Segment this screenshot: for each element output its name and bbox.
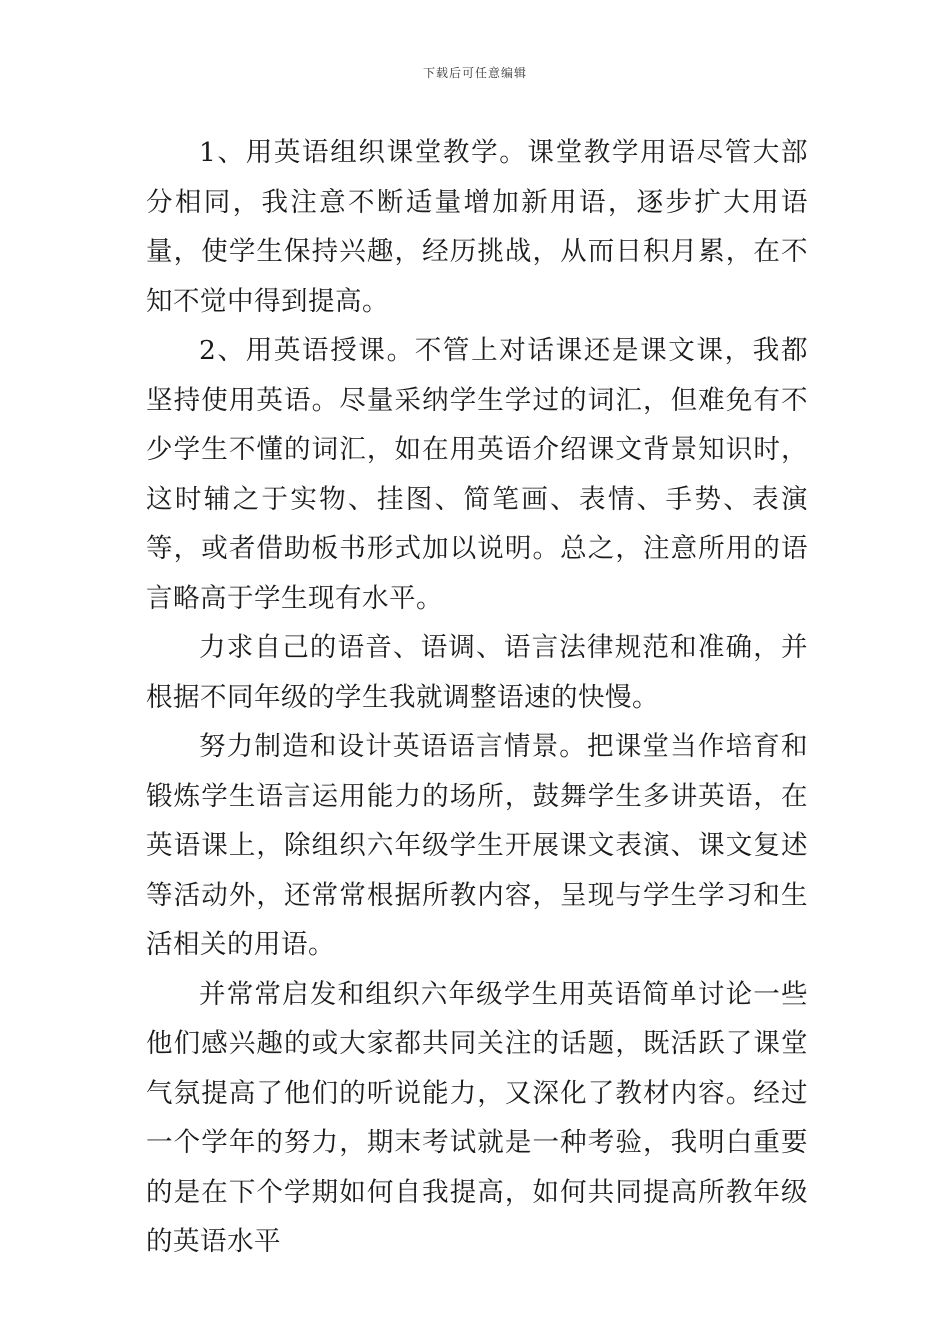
paragraph-5: 并常常启发和组织六年级学生用英语简单讨论一些他们感兴趣的或大家都共同关注的话题，既活跃了课堂气氛提高了他们的听说能力，又深化了教材内容。经过一个学年的努力，期末考试就是一种考验，我明白重要的是在下个学期如何自我提高，如何共同提高所教年级的英语水平 bbox=[146, 978, 808, 1257]
paragraph-2: 2、用英语授课。不管上对话课还是课文课，我都坚持使用英语。尽量采纳学生学过的词汇，但难免有不少学生不懂的词汇，如在用英语介绍课文背景知识时，这时辅之于实物、挂图、简笔画、表情、手势、表演等，或者借助板书形式加以说明。总之，注意所用的语言略高于学生现有水平。 bbox=[146, 335, 808, 614]
document-body bbox=[146, 128, 808, 1267]
paragraph-4: 努力制造和设计英语语言情景。把课堂当作培育和锻炼学生语言运用能力的场所，鼓舞学生多讲英语，在英语课上，除组织六年级学生开展课文表演、课文复述等活动外，还常常根据所教内容，呈现与学生学习和生活相关的用语。 bbox=[146, 731, 808, 960]
paragraph-1: 1、用英语组织课堂教学。课堂教学用语尽管大部分相同，我注意不断适量增加新用语，逐步扩大用语量，使学生保持兴趣，经历挑战，从而日积月累，在不知不觉中得到提高。 bbox=[146, 137, 808, 317]
page-header: 下载后可任意编辑 bbox=[422, 66, 527, 80]
paragraph-3: 力求自己的语音、语调、语言法律规范和准确，并根据不同年级的学生我就调整语速的快慢。 bbox=[146, 632, 808, 713]
